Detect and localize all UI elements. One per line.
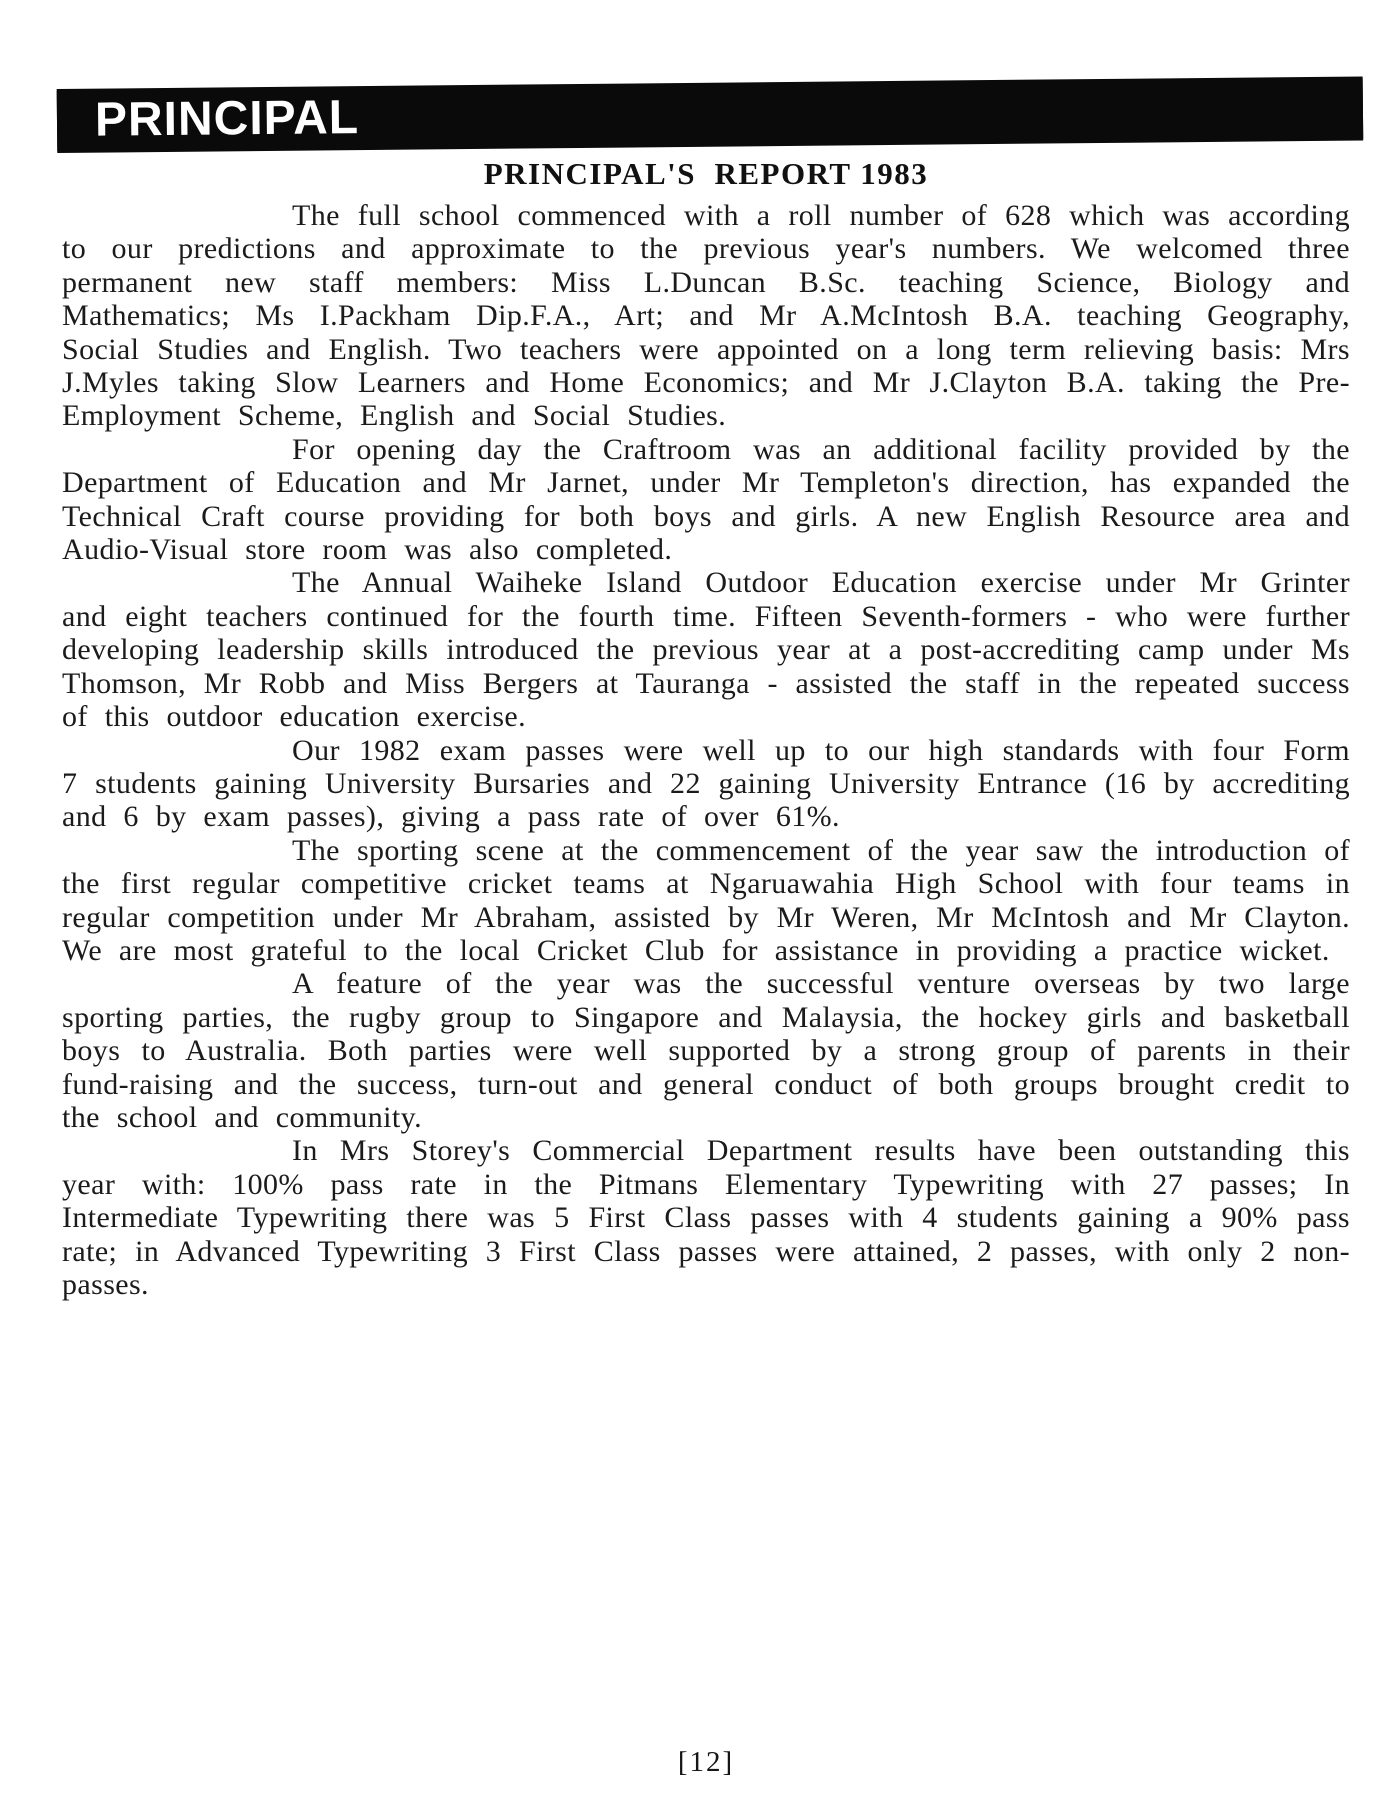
report-paragraph: Our 1982 exam passes were well up to our high standards with four Form 7 students gaining University Bursaries and 22 gaining University Entrance (16 by accrediting and 6 by exam passes), giving a pass rate of over 61%.: [62, 733, 1350, 834]
page-title: PRINCIPAL'S REPORT 1983: [483, 156, 929, 191]
section-banner-label: PRINCIPAL: [94, 91, 360, 147]
page-number: [12]: [677, 1746, 735, 1778]
report-body: [62, 199, 1350, 1301]
report-paragraph: For opening day the Craftroom was an additional facility provided by the Department of Education and Mr Jarnet, under Mr Templeton's direction, has expanded the Technical Craft course providing for both boys and girls. A new English Resource area and Audio-Visual store room was also completed.: [62, 432, 1350, 567]
report-paragraph: The full school commenced with a roll number of 628 which was according to our predictions and approximate to the previous year's numbers. We welcomed three permanent new staff members: Miss L.Duncan B.Sc. teaching Science, Biology and Mathematics; Ms I.Packham Dip.F.A., Art; and Mr A.McIntosh B.A. teaching Geography, Social Studies and English. Two teachers were appointed on a long term relieving basis: Mrs J.Myles taking Slow Learners and Home Economics; and Mr J.Clayton B.A. taking the Pre-Employment Scheme, English and Social Studies.: [62, 199, 1350, 433]
section-banner: [57, 78, 1364, 153]
report-paragraph: The Annual Waiheke Island Outdoor Education exercise under Mr Grinter and eight teachers continued for the fourth time. Fifteen Seventh-formers - who were further developing leadership skills introduced the previous year at a post-accrediting camp under Ms Thomson, Mr Robb and Miss Bergers at Tauranga - assisted the staff in the repeated success of this outdoor education exercise.: [62, 566, 1350, 734]
report-paragraph: In Mrs Storey's Commercial Department results have been outstanding this year with: 100% pass rate in the Pitmans Elementary Typewriting with 27 passes; In Intermediate Typewriting there was 5 First Class passes with 4 students gaining a 90% pass rate; in Advanced Typewriting 3 First Class passes were attained, 2 passes, with only 2 non-passes.: [62, 1134, 1350, 1301]
report-paragraph: A feature of the year was the successful venture overseas by two large sporting parties, the rugby group to Singapore and Malaysia, the hockey girls and basketball boys to Australia. Both parties were well supported by a strong group of parents in their fund-raising and the success, turn-out and general conduct of both groups brought credit to the school and community.: [62, 967, 1350, 1134]
report-paragraph: The sporting scene at the commencement of the year saw the introduction of the first regular competitive cricket teams at Ngaruawahia High School with four teams in regular competition under Mr Abraham, assisted by Mr Weren, Mr McIntosh and Mr Clayton. We are most grateful to the local Cricket Club for assistance in providing a practice wicket.: [62, 833, 1350, 967]
